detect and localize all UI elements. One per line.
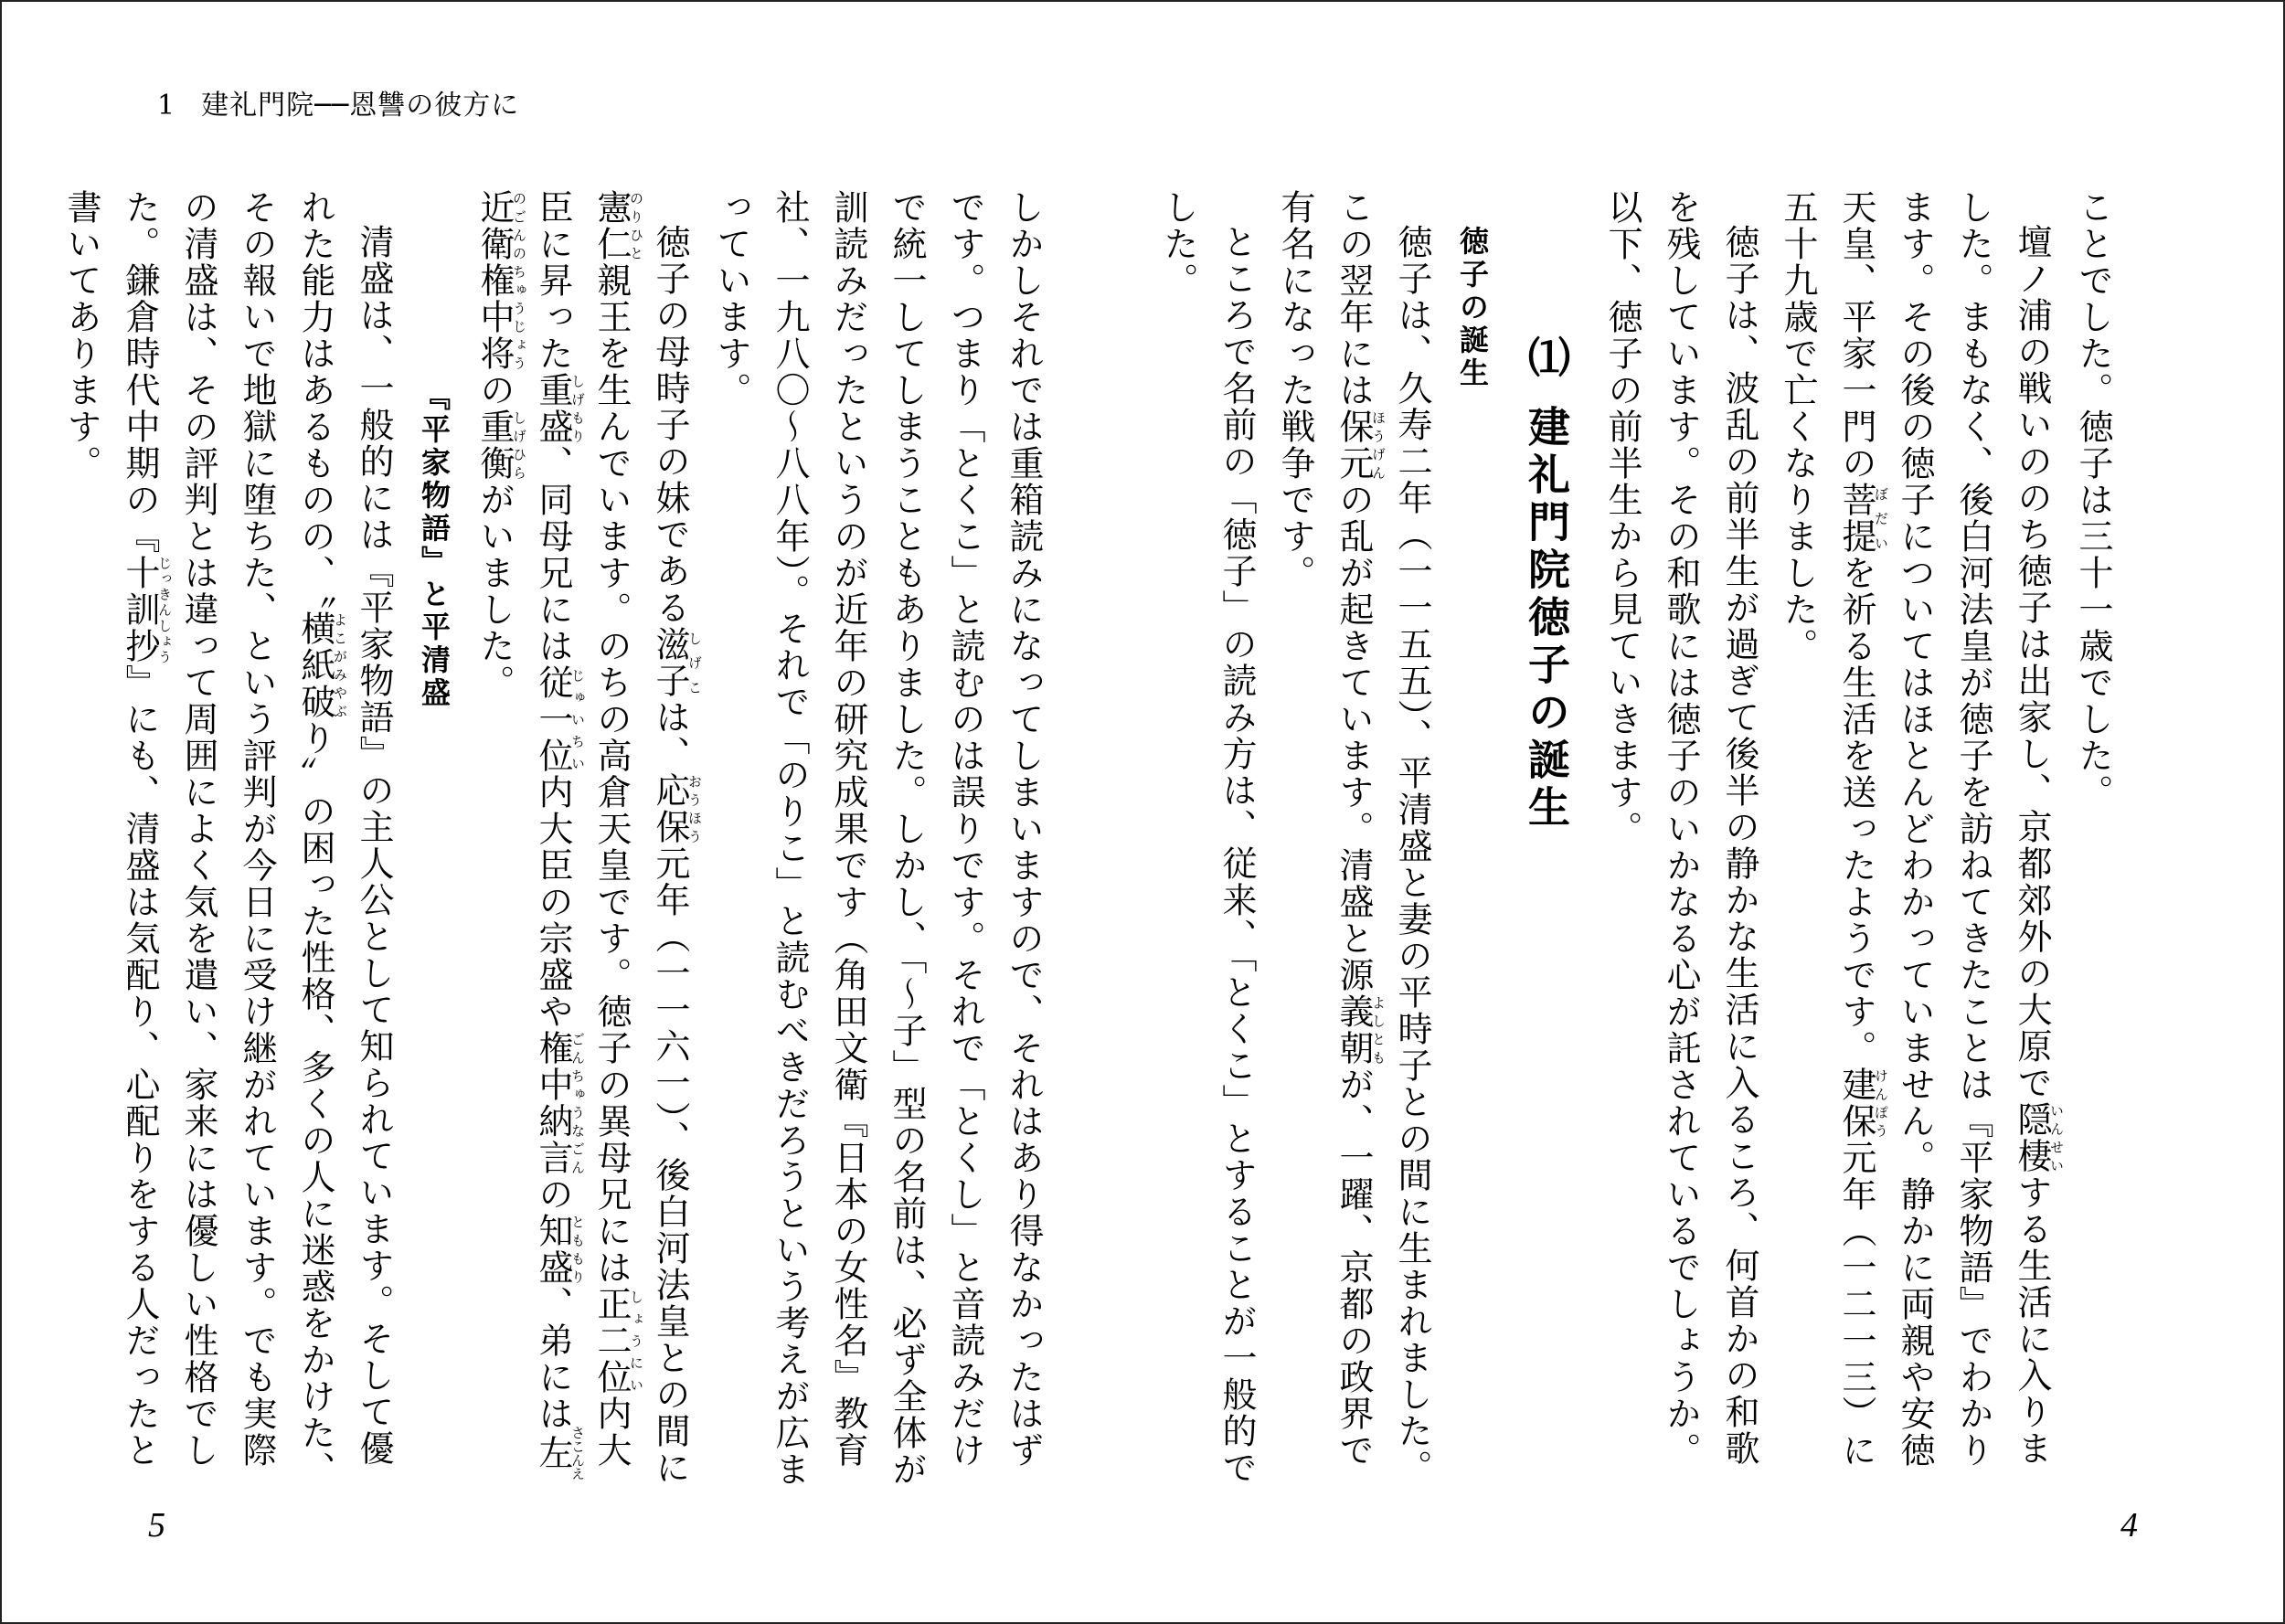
ruby-annotation bbox=[120, 555, 173, 664]
ruby-base: 応保 bbox=[650, 772, 690, 845]
ruby-base: 左近衛権中将 bbox=[474, 189, 573, 1481]
paragraph bbox=[702, 189, 1053, 1496]
ruby-base: 従一位 bbox=[533, 664, 573, 774]
text: 』にも、清盛は気配り、心配りをする人だったと書いてあります。 bbox=[61, 189, 160, 1469]
text: の bbox=[474, 372, 515, 409]
ruby-base: 義朝 bbox=[1334, 993, 1374, 1067]
ruby-reading: ごんちゅうなごん bbox=[569, 1030, 586, 1176]
running-head bbox=[157, 82, 519, 122]
text: 元年（一一六一）、後白河法皇との間に bbox=[650, 845, 690, 1486]
ruby-base: 十訓抄 bbox=[120, 555, 160, 664]
ruby-annotation bbox=[650, 772, 703, 845]
text: ことでした。徳子は三十一歳でした。 bbox=[2073, 189, 2113, 811]
ruby-reading: さこんえのごんのちゅうじょう bbox=[511, 189, 586, 1481]
page-number-left: 5 bbox=[148, 1506, 165, 1544]
ruby-base: 菩提 bbox=[1836, 482, 1876, 555]
paragraph bbox=[1149, 189, 1266, 1496]
text: 徳子は、久寿二年（一一五五）、平清盛と妻の平時子との間に生まれました。この翌年には bbox=[1334, 189, 1432, 1486]
text: 徳子の母時子の妹である bbox=[650, 224, 690, 626]
ruby-reading: しげこ bbox=[686, 626, 703, 699]
text: 清盛は、一般的には『平家物語』の主人公として知られています。そして優れた能力はあるものの、〝 bbox=[295, 189, 394, 1467]
text: り〟の困った性格、多くの人に迷惑をかけた、その報いで地獄に堕ちた、という評判が今日に受け継がれています。でも実際の清盛は、その評判とは違って周囲によく気を遣い、家来には優しい性格でした。鎌倉時代中期の『 bbox=[120, 189, 335, 1488]
ruby-reading: とももり bbox=[569, 1213, 586, 1286]
section-title: 建礼門院徳子の誕生 bbox=[1522, 405, 1571, 833]
ruby-reading: けんぽう bbox=[1873, 1067, 1889, 1140]
ruby-base: 憲仁 bbox=[591, 189, 632, 262]
ruby-reading: おうほう bbox=[686, 772, 703, 845]
text: 元年（一二一三）に五十九歳で亡くなりました。 bbox=[1778, 189, 1876, 1469]
paragraph bbox=[1593, 189, 1769, 1496]
ruby-annotation bbox=[650, 626, 703, 699]
ruby-annotation bbox=[591, 1286, 644, 1396]
text: する生活に入りました。まもなく、後白河法皇が徳子を訪ねてきたことは『平家物語』でわかります。その後の徳子についてはほとんどわかっていません。静かに両親や安徳天皇、平家一門の bbox=[1836, 189, 2052, 1469]
ruby-base: 建保 bbox=[1836, 1067, 1876, 1140]
ruby-reading: のりひと bbox=[628, 189, 644, 262]
text: 壇ノ浦の戦いののち徳子は出家し、京都郊外の大原で bbox=[2012, 224, 2052, 1101]
ruby-annotation bbox=[474, 409, 527, 482]
text: は、 bbox=[650, 699, 690, 772]
ruby-reading: しげもり bbox=[569, 372, 586, 445]
ruby-annotation bbox=[533, 664, 586, 774]
ruby-reading: よしとも bbox=[1370, 993, 1387, 1067]
paragraph bbox=[52, 189, 403, 1496]
ruby-reading: じっきんしょう bbox=[156, 555, 173, 664]
ruby-reading: しげひら bbox=[511, 409, 527, 482]
text: がいました。 bbox=[474, 482, 515, 701]
text: しかしそれでは重箱読みになってしまいますので、それはあり得なかったはずです。つまり「とくこ」と読むのは誤りです。それで「とくし」と音読みだけで統一してしまうこともありました。しかし、「〜子」型の名前は、必ず全体が訓読みだったというのが近年の研究成果です（角田文衛『日本の女性名』教育社、一九八〇〜八八年）。それで「のりこ」と読むべきだろうという考えが広まっています。 bbox=[711, 189, 1044, 1488]
section-heading bbox=[1505, 189, 1588, 1496]
ruby-base: 重盛 bbox=[533, 372, 573, 445]
text: の乱が起きています。清盛と源 bbox=[1334, 482, 1374, 993]
ruby-annotation bbox=[1334, 409, 1387, 482]
ruby-reading: しょうにい bbox=[628, 1286, 644, 1396]
paragraph bbox=[1769, 189, 2064, 1496]
ruby-annotation bbox=[533, 1030, 586, 1176]
text: 、同母兄には bbox=[533, 445, 573, 664]
ruby-annotation bbox=[1836, 482, 1889, 555]
ruby-reading: じゅいちい bbox=[569, 664, 586, 774]
text: を祈る生活を送ったようです。 bbox=[1836, 555, 1876, 1067]
chapter-number: 1 bbox=[157, 90, 176, 122]
ruby-annotation bbox=[295, 610, 348, 720]
text: 内大臣の宗盛や bbox=[533, 774, 573, 1030]
paragraph bbox=[2064, 189, 2122, 1496]
ruby-base: 横紙破 bbox=[295, 610, 335, 720]
chapter-title: 建礼門院──恩讐の彼方に bbox=[201, 90, 520, 122]
ruby-base: 正二位 bbox=[591, 1286, 632, 1396]
ruby-reading: ほうげん bbox=[1370, 409, 1387, 482]
ruby-annotation bbox=[591, 189, 644, 262]
section-number: ⑴ bbox=[1522, 335, 1571, 383]
ruby-annotation bbox=[1334, 993, 1387, 1067]
ruby-annotation bbox=[1836, 1067, 1889, 1140]
right-page-body bbox=[1158, 189, 2122, 1496]
left-page-body bbox=[61, 189, 1053, 1496]
text: が、一躍、京都の政界で有名になった戦争です。 bbox=[1275, 189, 1374, 1469]
ruby-base: 知盛 bbox=[533, 1213, 573, 1286]
ruby-reading: いんせい bbox=[2048, 1101, 2065, 1174]
subheading: 徳子の誕生 bbox=[1455, 226, 1490, 390]
subheading: 『平家物語』と平清盛 bbox=[417, 381, 452, 710]
ruby-base: 重衡 bbox=[474, 409, 515, 482]
text: ところで名前の「徳子」の読み方は、従来、「とくこ」とすることが一般的でした。 bbox=[1158, 189, 1257, 1486]
ruby-reading: よこがみやぶ bbox=[332, 610, 348, 720]
text: 親王を生んでいます。のちの高倉天皇です。徳子の異母兄には bbox=[591, 262, 632, 1286]
ruby-base: 滋子 bbox=[650, 626, 690, 699]
paragraph bbox=[1266, 189, 1441, 1496]
text: 内大臣に昇った bbox=[533, 189, 632, 1469]
paragraph bbox=[465, 189, 702, 1496]
ruby-annotation bbox=[533, 1213, 586, 1286]
page-number-right: 4 bbox=[2120, 1506, 2138, 1544]
ruby-base: 隠棲 bbox=[2012, 1101, 2052, 1174]
text: 徳子は、波乱の前半生が過ぎて後半の静かな生活に入るころ、何首かの和歌を残しています。その和歌には徳子のいかなる心が託されているでしょうか。以下、徳子の前半生から見ていきます。 bbox=[1602, 189, 1759, 1469]
ruby-base: 保元 bbox=[1334, 409, 1374, 482]
ruby-base: 権中納言 bbox=[533, 1030, 573, 1176]
ruby-reading: ぼだい bbox=[1873, 482, 1889, 555]
text: 、弟には bbox=[533, 1286, 573, 1432]
text: の bbox=[533, 1176, 573, 1213]
ruby-annotation bbox=[533, 372, 586, 445]
ruby-annotation bbox=[2012, 1101, 2065, 1174]
